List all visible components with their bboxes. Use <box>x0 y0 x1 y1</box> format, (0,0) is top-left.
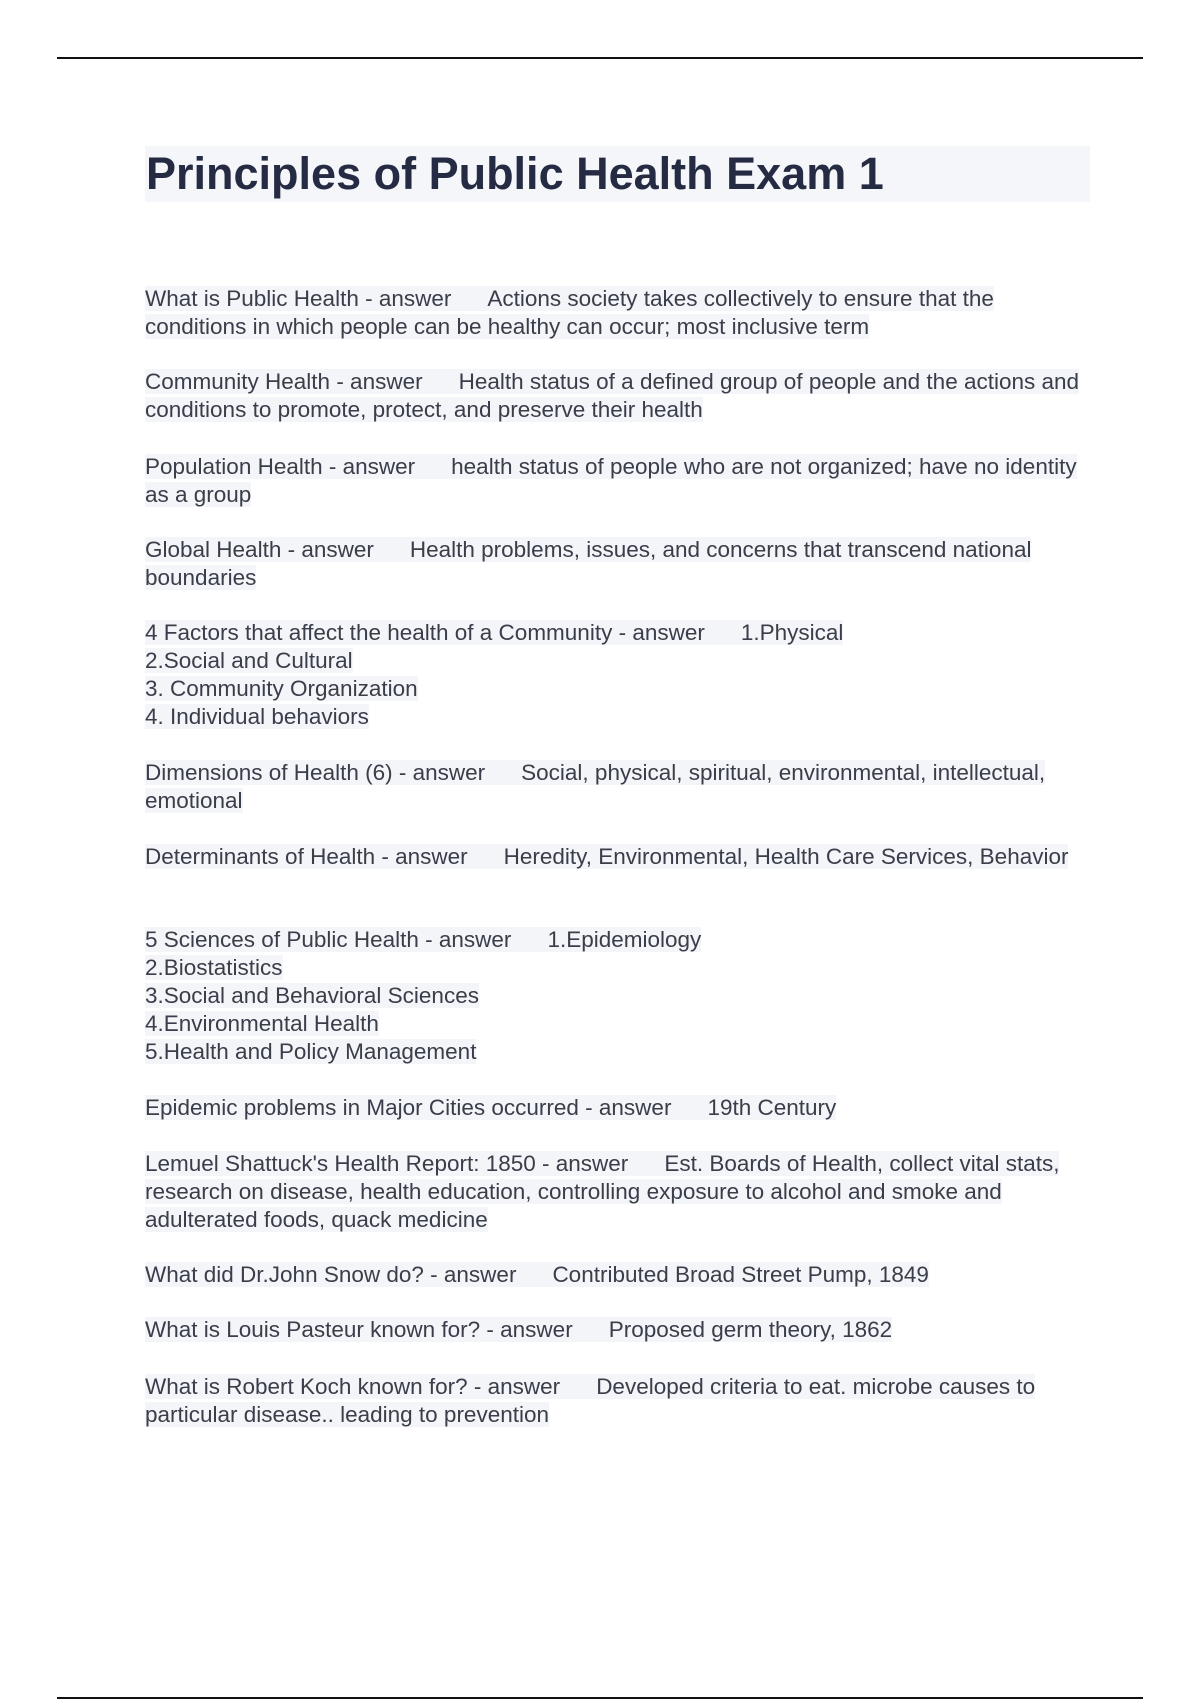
qa-entry <box>145 760 1045 813</box>
question-text: 4 Factors that affect the health of a Community - answer <box>145 620 705 645</box>
question-text: Determinants of Health - answer <box>145 844 468 869</box>
qa-entry <box>145 1374 1035 1427</box>
qa-entry <box>145 1095 836 1120</box>
qa-entry <box>145 620 843 645</box>
bottom-rule <box>57 1697 1143 1699</box>
answer-text: Est. Boards of Health, collect vital stats, research on disease, health education, controlling exposure to alcohol and smoke and adulterated foods, quack medicine <box>145 1151 1060 1232</box>
qa-item <box>145 1261 1095 1289</box>
answer-list-item: 2.Social and Cultural <box>145 648 353 673</box>
question-text: What is Robert Koch known for? - answer <box>145 1374 561 1399</box>
answer-text: Heredity, Environmental, Health Care Services, Behavior <box>503 844 1069 869</box>
answer-text: Social, physical, spiritual, environmental, intellectual, emotional <box>145 760 1046 813</box>
answer-text: 1.Physical <box>740 620 844 645</box>
qa-item <box>145 619 1095 731</box>
qa-entry <box>145 927 701 952</box>
question-text: Population Health - answer <box>145 454 416 479</box>
question-text: What is Public Health - answer <box>145 286 452 311</box>
qa-entry <box>145 844 1068 869</box>
qa-item <box>145 285 1095 341</box>
question-text: What is Louis Pasteur known for? - answer <box>145 1317 573 1342</box>
question-text: Epidemic problems in Major Cities occurred - answer <box>145 1095 672 1120</box>
qa-entry <box>145 1151 1059 1232</box>
qa-entry <box>145 1262 929 1287</box>
qa-entry <box>145 454 1077 507</box>
qa-item <box>145 1150 1095 1234</box>
answer-list-item: 4.Environmental Health <box>145 1011 379 1036</box>
answer-text: 19th Century <box>707 1095 837 1120</box>
answer-list-item: 4. Individual behaviors <box>145 704 369 729</box>
question-text: Global Health - answer <box>145 537 374 562</box>
qa-item <box>145 1373 1095 1429</box>
answer-list-item: 5.Health and Policy Management <box>145 1039 477 1064</box>
question-text: Lemuel Shattuck's Health Report: 1850 - answer <box>145 1151 629 1176</box>
top-rule <box>57 57 1143 59</box>
qa-entry <box>145 369 1079 422</box>
question-text: Dimensions of Health (6) - answer <box>145 760 486 785</box>
answer-text: Actions society takes collectively to ensure that the conditions in which people can be healthy can occur; most inclusive term <box>145 286 994 339</box>
qa-item <box>145 1094 1095 1122</box>
answer-text: Health status of a defined group of people and the actions and conditions to promote, protect, and preserve their health <box>145 369 1080 422</box>
qa-item <box>145 926 1095 1066</box>
qa-item <box>145 453 1095 509</box>
answer-text: Contributed Broad Street Pump, 1849 <box>552 1262 929 1287</box>
question-text: Community Health - answer <box>145 369 423 394</box>
question-text: 5 Sciences of Public Health - answer <box>145 927 512 952</box>
answer-text: Developed criteria to eat. microbe causes to particular disease.. leading to prevention <box>145 1374 1036 1427</box>
answer-text: Health problems, issues, and concerns that transcend national boundaries <box>145 537 1032 590</box>
answer-list-item: 3. Community Organization <box>145 676 418 701</box>
question-text: What did Dr.John Snow do? - answer <box>145 1262 517 1287</box>
qa-entry <box>145 537 1031 590</box>
qa-item <box>145 536 1095 592</box>
qa-item <box>145 759 1095 815</box>
qa-item <box>145 1316 1095 1344</box>
answer-list-item: 2.Biostatistics <box>145 955 283 980</box>
qa-entry <box>145 286 994 339</box>
qa-entry <box>145 1317 892 1342</box>
page-title: Principles of Public Health Exam 1 <box>146 148 884 199</box>
answer-list-item: 3.Social and Behavioral Sciences <box>145 983 479 1008</box>
answer-text: Proposed germ theory, 1862 <box>608 1317 893 1342</box>
qa-item <box>145 368 1095 424</box>
qa-item <box>145 843 1095 871</box>
answer-text: health status of people who are not organized; have no identity as a group <box>145 454 1077 507</box>
answer-text: 1.Epidemiology <box>547 927 702 952</box>
